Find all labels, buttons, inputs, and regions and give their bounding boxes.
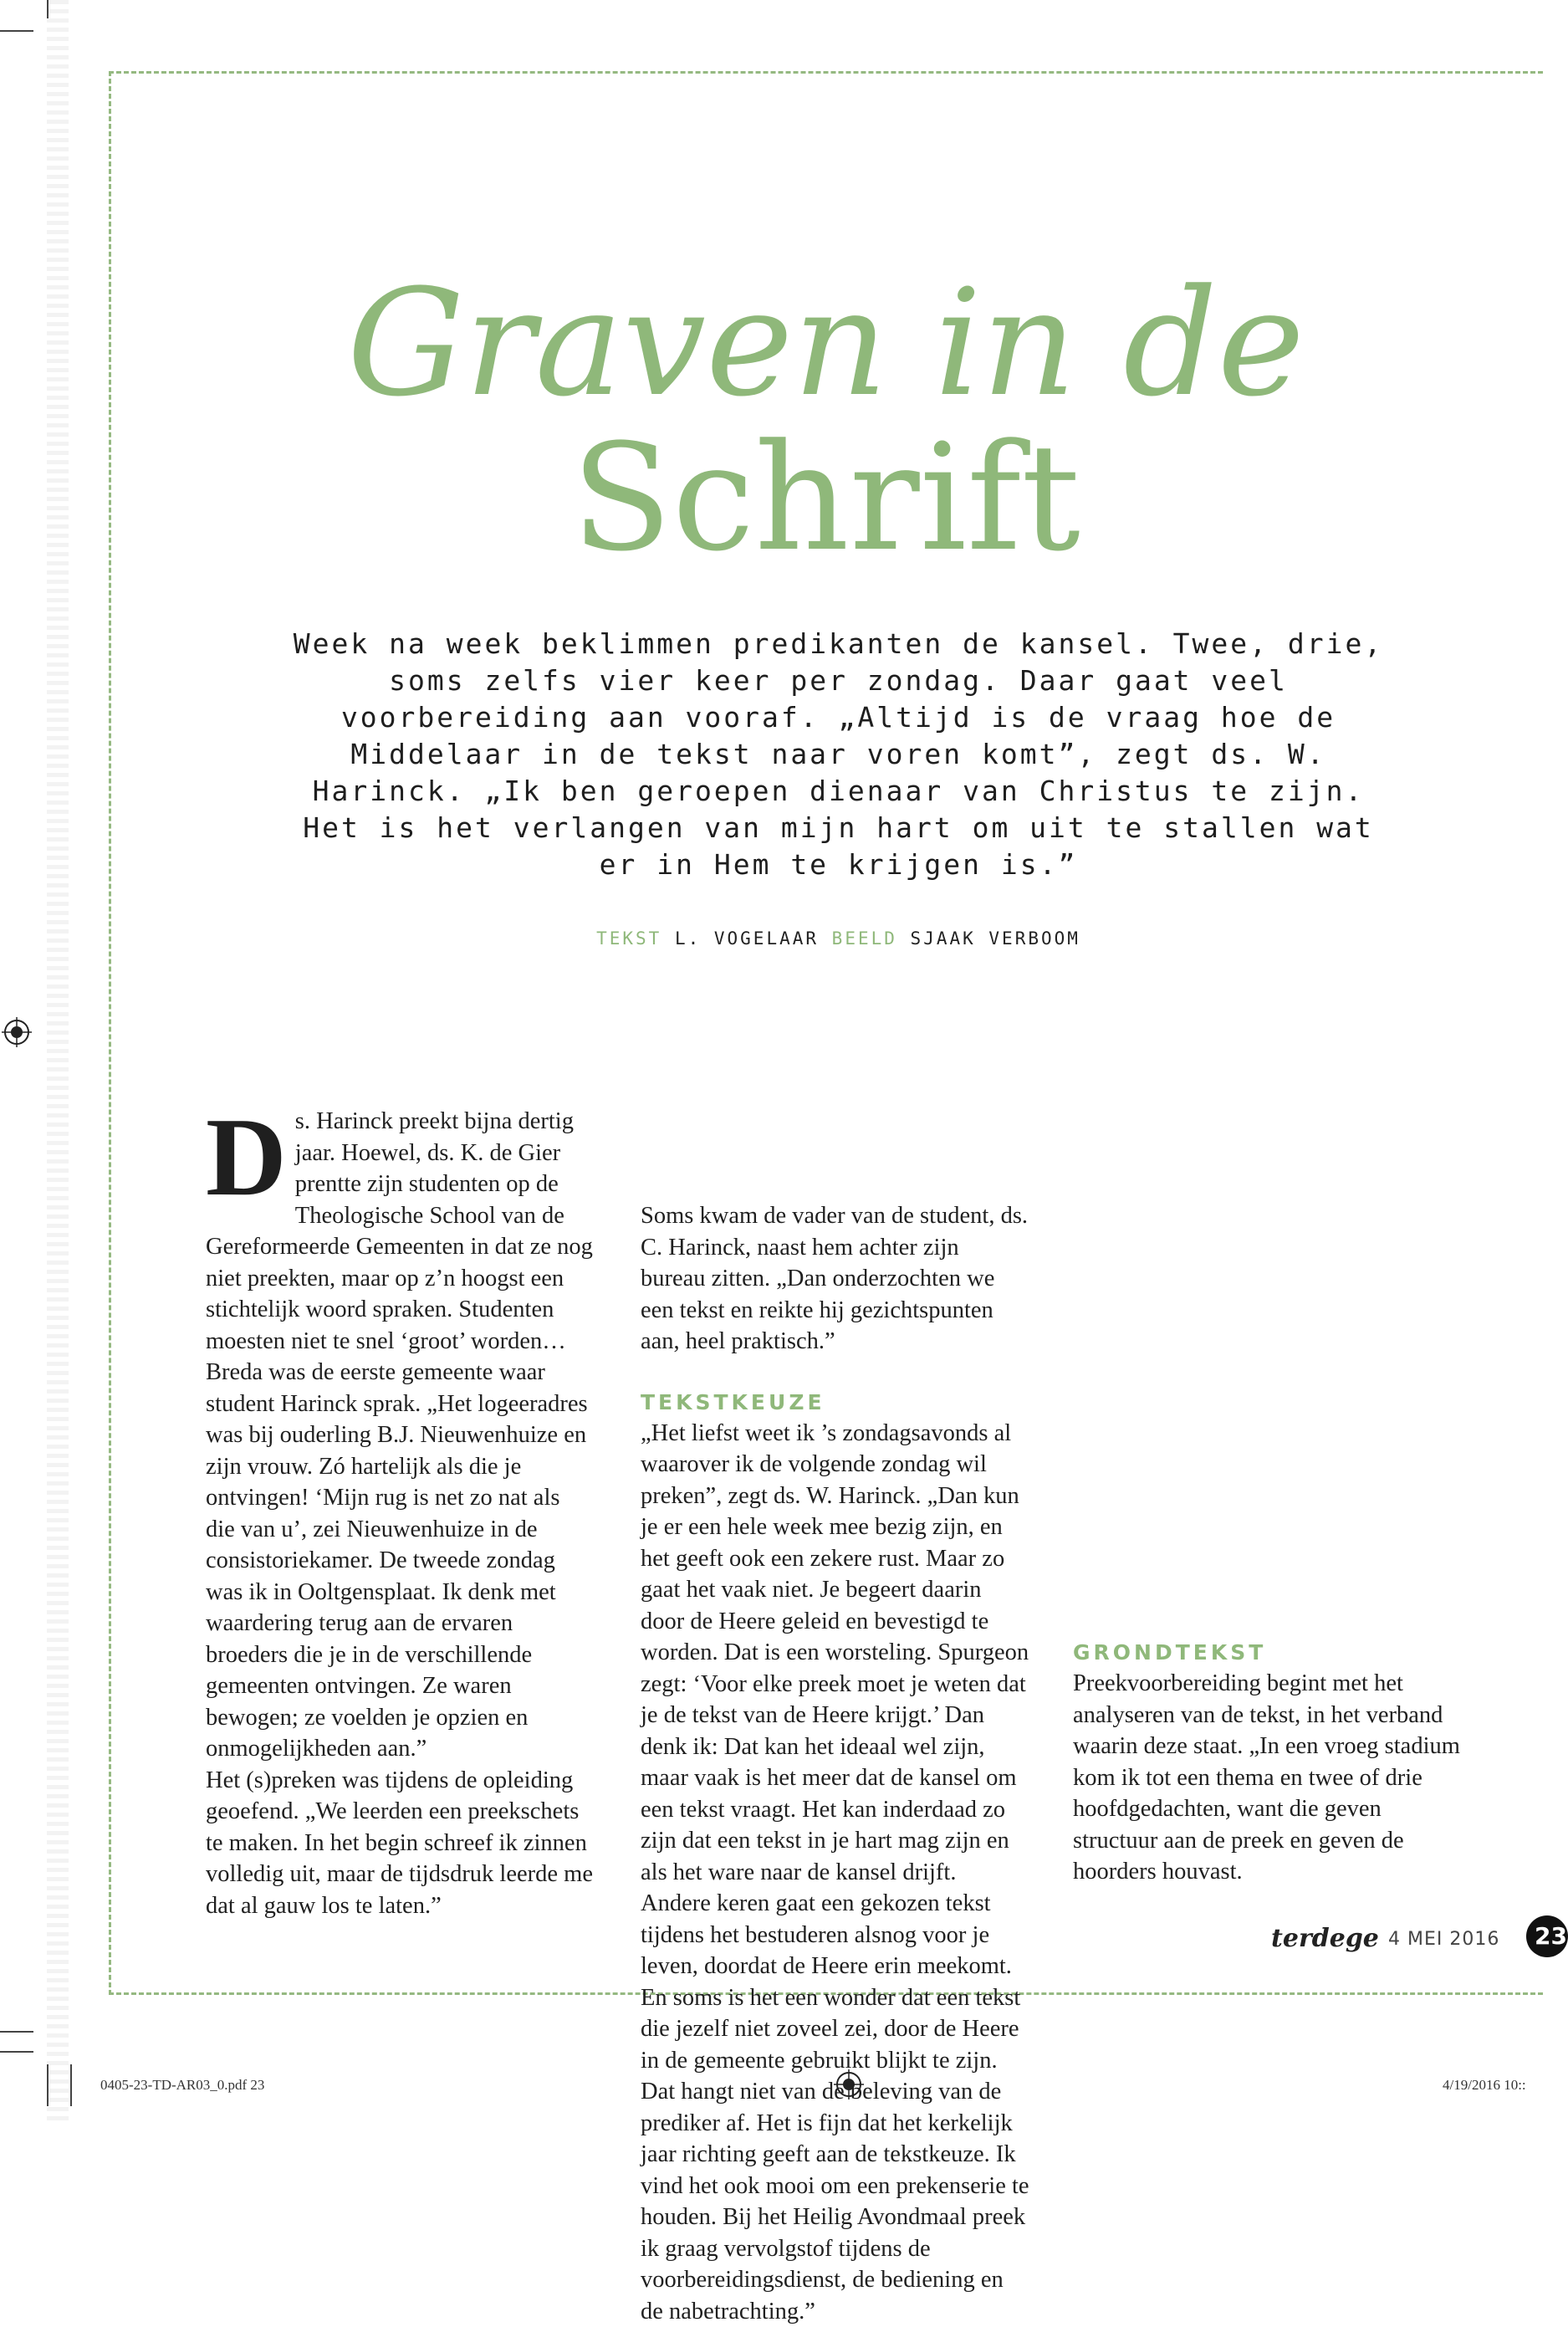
body-paragraph: Het (s)preken was tijdens de opleiding geoefend. „We leerden een preekschets te maken. In het begin schreef ik zinnen volledig uit, maar de tijdsdruk leerde me dat al gauw los te laten.” xyxy=(206,1767,593,1919)
registration-mark-icon xyxy=(2,1017,32,1047)
paragraph-text: s. Harinck preekt bijna dertig jaar. Hoewel, ds. K. de Gier prentte zijn studenten op de Theologische School van de Gereformeerde Gemeenten in dat ze nog niet preekten, maar op z’n hoogst een stichtelijk woord spraken. Studenten moesten niet te snel ‘groot’ worden… xyxy=(206,1108,593,1354)
body-paragraph xyxy=(206,1095,595,1357)
title-line-2: Schrift xyxy=(571,412,1080,584)
binder-strip xyxy=(47,0,69,2125)
crop-mark xyxy=(47,2064,49,2106)
photographer-name: SJAAK VERBOOM xyxy=(910,928,1080,949)
subheading-tekstkeuze: TEKSTKEUZE xyxy=(641,1389,825,1414)
magazine-logo: terdege xyxy=(1271,1924,1379,1953)
body-paragraph: Preekvoorbereiding begint met het analyseren van de tekst, in het verband waarin deze staat. „In een vroeg stadium kom ik tot een thema en twee of drie hoofdgedachten, want die geven structuur aan de preek en geven de hoorders houvast. xyxy=(1073,1670,1460,1885)
text-credit-label: TEKST xyxy=(596,928,662,949)
print-slug-file: 0405-23-TD-AR03_0.pdf 23 xyxy=(100,2077,265,2093)
body-paragraph: Soms kwam de vader van de student, ds. C. Harinck, naast hem achter zijn bureau zitten. „Dan onderzochten we een tekst en reikte hij gezichtspunten aan, heel praktisch.” xyxy=(641,1203,1029,1354)
column-3-continuation xyxy=(1073,1106,1462,1608)
body-paragraph: Breda was de eerste gemeente waar student Harinck sprak. „Het logeeradres was bij ouderling B.J. Nieuwenhuize en zijn vrouw. Zó hartelijk als die je ontvingen! ‘Mijn rug is net zo nat als die van u’, zei Nieuwenhuize in de consistoriekamer. De tweede zondag was ik in Ooltgensplaat. Ik denk met waardering terug aan de ervaren broeders die je in de verschillende gemeenten ontvingen. Ze waren bewogen; ze voelden je opzien en onmogelijkheden aan.” xyxy=(206,1359,588,1762)
drop-cap: D xyxy=(206,1095,287,1219)
article-title xyxy=(109,258,1543,584)
subheading-grondtekst: GRONDTEKST xyxy=(1073,1640,1267,1665)
body-column-2 xyxy=(641,1106,1029,2324)
image-credit-label: BEELD xyxy=(831,928,897,949)
crop-mark xyxy=(70,2064,72,2106)
author-name: L. VOGELAAR xyxy=(674,928,820,949)
issue-date: 4 MEI 2016 xyxy=(1388,1929,1500,1950)
crop-mark xyxy=(0,2031,33,2033)
crop-mark xyxy=(0,30,33,32)
body-column-3 xyxy=(1073,1106,1462,1888)
print-slug-timestamp: 4/19/2016 10:: xyxy=(1443,2077,1526,2093)
article-credits xyxy=(276,928,1401,949)
page-number: 23 xyxy=(1526,1915,1568,1957)
title-line-1: Graven in de xyxy=(347,258,1305,429)
crop-mark xyxy=(0,2051,33,2053)
body-paragraph: „Het liefst weet ik ’s zondagsavonds al waarover ik de volgende zondag wil preken”, zegt ds. W. Harinck. „Dan kun je er een hele week mee bezig zijn, en het geeft ook een zekere rust. Maar zo gaat het vaak niet. Je begeert daarin door de Heere geleid en bevestigd te worden. Dat is een worsteling. Spurgeon zegt: ‘Voor elke preek moet je weten dat je de tekst van de Heere krijgt.’ Dan denk ik: Dat kan het ideaal wel zijn, maar vaak is het meer dat de kansel om een tekst vraagt. Het kan inderdaad zo zijn dat een tekst in je hart mag zijn en als het ware naar de kansel drijft. Andere keren gaat een gekozen tekst tijdens het bestuderen alsnog voor je leven, doordat de Heere erin meekomt. En soms is het een wonder dat een tekst die jezelf niet zoveel zei, door de Heere in de gemeente gebruikt blijkt te zijn. Dat hangt niet van de beleving van de prediker af. Het is fijn dat het kerkelijk jaar richting geeft aan de tekstkeuze. Ik vind het ook mooi om een prekenserie te houden. Bij het Heilig Avondmaal preek ik graag vervolgstof tijdens de voorbereidingsdienst, de bediening en de nabetrachting.” xyxy=(641,1419,1029,2324)
crop-mark xyxy=(47,0,49,18)
body-column-1 xyxy=(206,1095,595,1921)
article-intro: Week na week beklimmen predikanten de kansel. Twee, drie, soms zelfs vier keer per zondag. Daar gaat veel voorbereiding aan vooraf. „Altijd is de vraag hoe de Middelaar in de tekst naar voren komt”, zegt ds. W. Harinck. „Ik ben geroepen dienaar van Christus te zijn. Het is het verlangen van mijn hart om uit te stallen wat er in Hem te krijgen is.” xyxy=(293,627,1384,881)
